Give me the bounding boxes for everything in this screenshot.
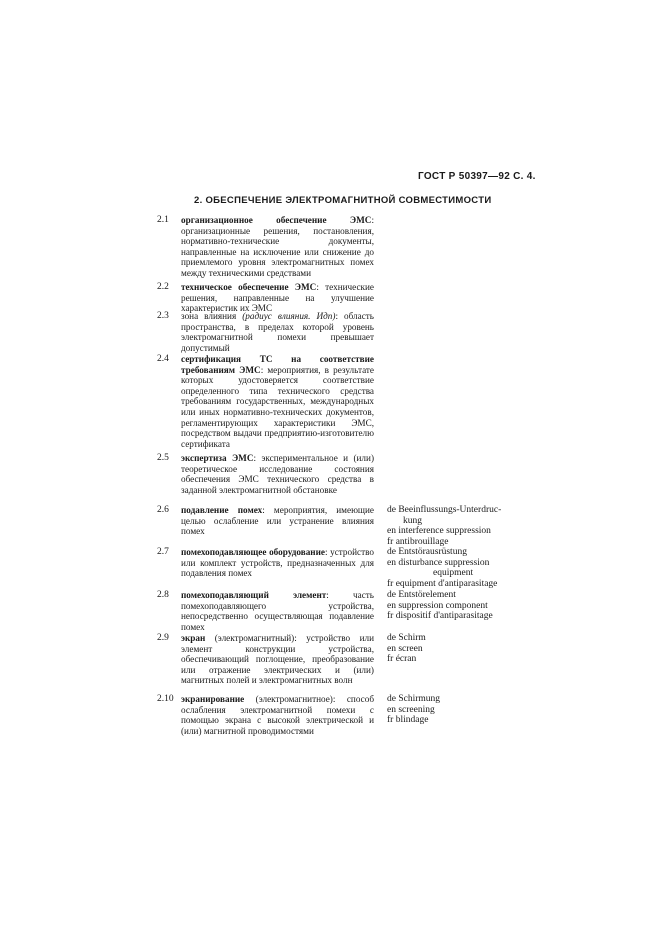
entry-term: экранирование [181, 694, 245, 704]
entry-number: 2.4 [157, 354, 169, 364]
equivalent-fr: fr blindage [387, 715, 429, 726]
entry-number: 2.10 [157, 694, 174, 704]
entry-body [181, 505, 374, 537]
entry-term: помехоподавляющий элемент [181, 590, 327, 600]
entry-term: экспертиза ЭМС [181, 453, 254, 463]
equivalent-en-continuation: equipment [433, 568, 474, 579]
entry-body [181, 215, 374, 279]
entry-number: 2.6 [157, 505, 169, 515]
entry-definition: : мероприятия, имеющие целью ослабление или устранение влияния помех [181, 505, 375, 537]
entry-body [181, 547, 374, 579]
equivalent-en: en screening [387, 704, 435, 715]
equivalent-en: en interference suppression [387, 526, 491, 537]
equivalent-fr: fr écran [387, 654, 417, 665]
equivalent-fr: fr dispositif d'antiparasitage [387, 611, 493, 622]
entry-body [181, 453, 374, 495]
foreign-equivalents [387, 633, 547, 665]
entry-body [181, 354, 374, 449]
equivalent-de: de Schirmung [387, 694, 441, 704]
equivalent-de: de Entstörelement [387, 590, 456, 600]
entry-number: 2.8 [157, 590, 169, 600]
entry-body [181, 633, 374, 686]
equivalent-de: de Beeinflussungs-Unterdruc- [387, 505, 502, 515]
entry-definition: : часть помехоподавляющего устройства, непосредственно осуществляющая подавление помех [181, 590, 374, 632]
entry-term: подавление помех [181, 505, 263, 515]
equivalent-en: en suppression component [387, 600, 488, 611]
entry-number: 2.9 [157, 633, 169, 643]
entry-term: сертификация ТС на соответствие требованиям ЭМС [181, 354, 374, 375]
foreign-equivalents [387, 505, 547, 547]
entry-definition: : экспериментальное и (или) теоретическое исследование состояния обеспечения ЭМС технического средства в заданной электромагнитной обстановке [181, 453, 374, 495]
entry-body [181, 311, 374, 353]
entry-abbreviation: (радиус влияния. Идп) [242, 311, 336, 321]
entry-number: 2.5 [157, 453, 169, 463]
entry-definition: : устройство или комплект устройств, предназначенных для подавления помех [181, 547, 374, 579]
equivalent-fr: fr antibrouillage [387, 536, 449, 547]
entry-body [181, 590, 374, 632]
entry-term: зона влияния [181, 311, 237, 321]
foreign-equivalents [387, 694, 547, 726]
entry-definition: (электромагнитный): устройство или элемент конструкции устройства, обеспечивающий поглощение, преобразование или отражение электрических и (или) магнитных полей и электромагнитных волн [181, 633, 374, 686]
entry-number: 2.1 [157, 215, 169, 225]
equivalent-de: de Schirm [387, 633, 426, 643]
entry-body [181, 282, 374, 314]
entry-term: техническое обеспечение ЭМС [181, 282, 317, 292]
entry-number: 2.3 [157, 311, 169, 321]
entry-definition: : технические решения, направленные на улучшение характеристик их ЭМС [181, 282, 374, 314]
foreign-equivalents [387, 590, 547, 622]
entry-number: 2.7 [157, 547, 169, 557]
entry-body [181, 694, 374, 736]
entry-definition: : область пространства, в пределах которой уровень электромагнитной помехи превышает допустимый [181, 311, 374, 353]
equivalent-de: de Entstörausrüstung [387, 547, 467, 557]
equivalent-en: en disturbance suppression [387, 557, 490, 568]
entry-term: экран [181, 633, 206, 643]
equivalent-en: en screen [387, 643, 423, 654]
entry-definition: (электромагнитное): способ ослабления электромагнитной помехи с помощью экрана с высокой электрической и (или) магнитной проводимостями [181, 694, 374, 736]
entry-term: организационное обеспечение ЭМС [181, 215, 372, 225]
foreign-equivalents [387, 547, 547, 589]
entry-number: 2.2 [157, 282, 169, 292]
section-title: 2. ОБЕСПЕЧЕНИЕ ЭЛЕКТРОМАГНИТНОЙ СОВМЕСТИМОСТИ [194, 195, 492, 206]
equivalent-de-continuation: kung [403, 515, 422, 526]
entry-definition: : мероприятия, в результате которых удостоверяется соответствие определенного типа технического средства требованиям государственных, международных или иных нормативно-технических документов, регламентирующих характеристики ЭМС, посредством выдачи предприятию-изготовителю сертификата [181, 364, 374, 449]
standard-code-header: ГОСТ Р 50397—92 С. 4. [418, 171, 536, 182]
equivalent-fr: fr equipment d'antiparasitage [387, 578, 498, 589]
entry-term: помехоподавляющее оборудование [181, 547, 325, 557]
entry-definition: : организационные решения, постановления, нормативно-технические документы, направленные на исключение или снижение до приемлемого уровня электромагнитных помех между техническими средствами [181, 215, 374, 278]
